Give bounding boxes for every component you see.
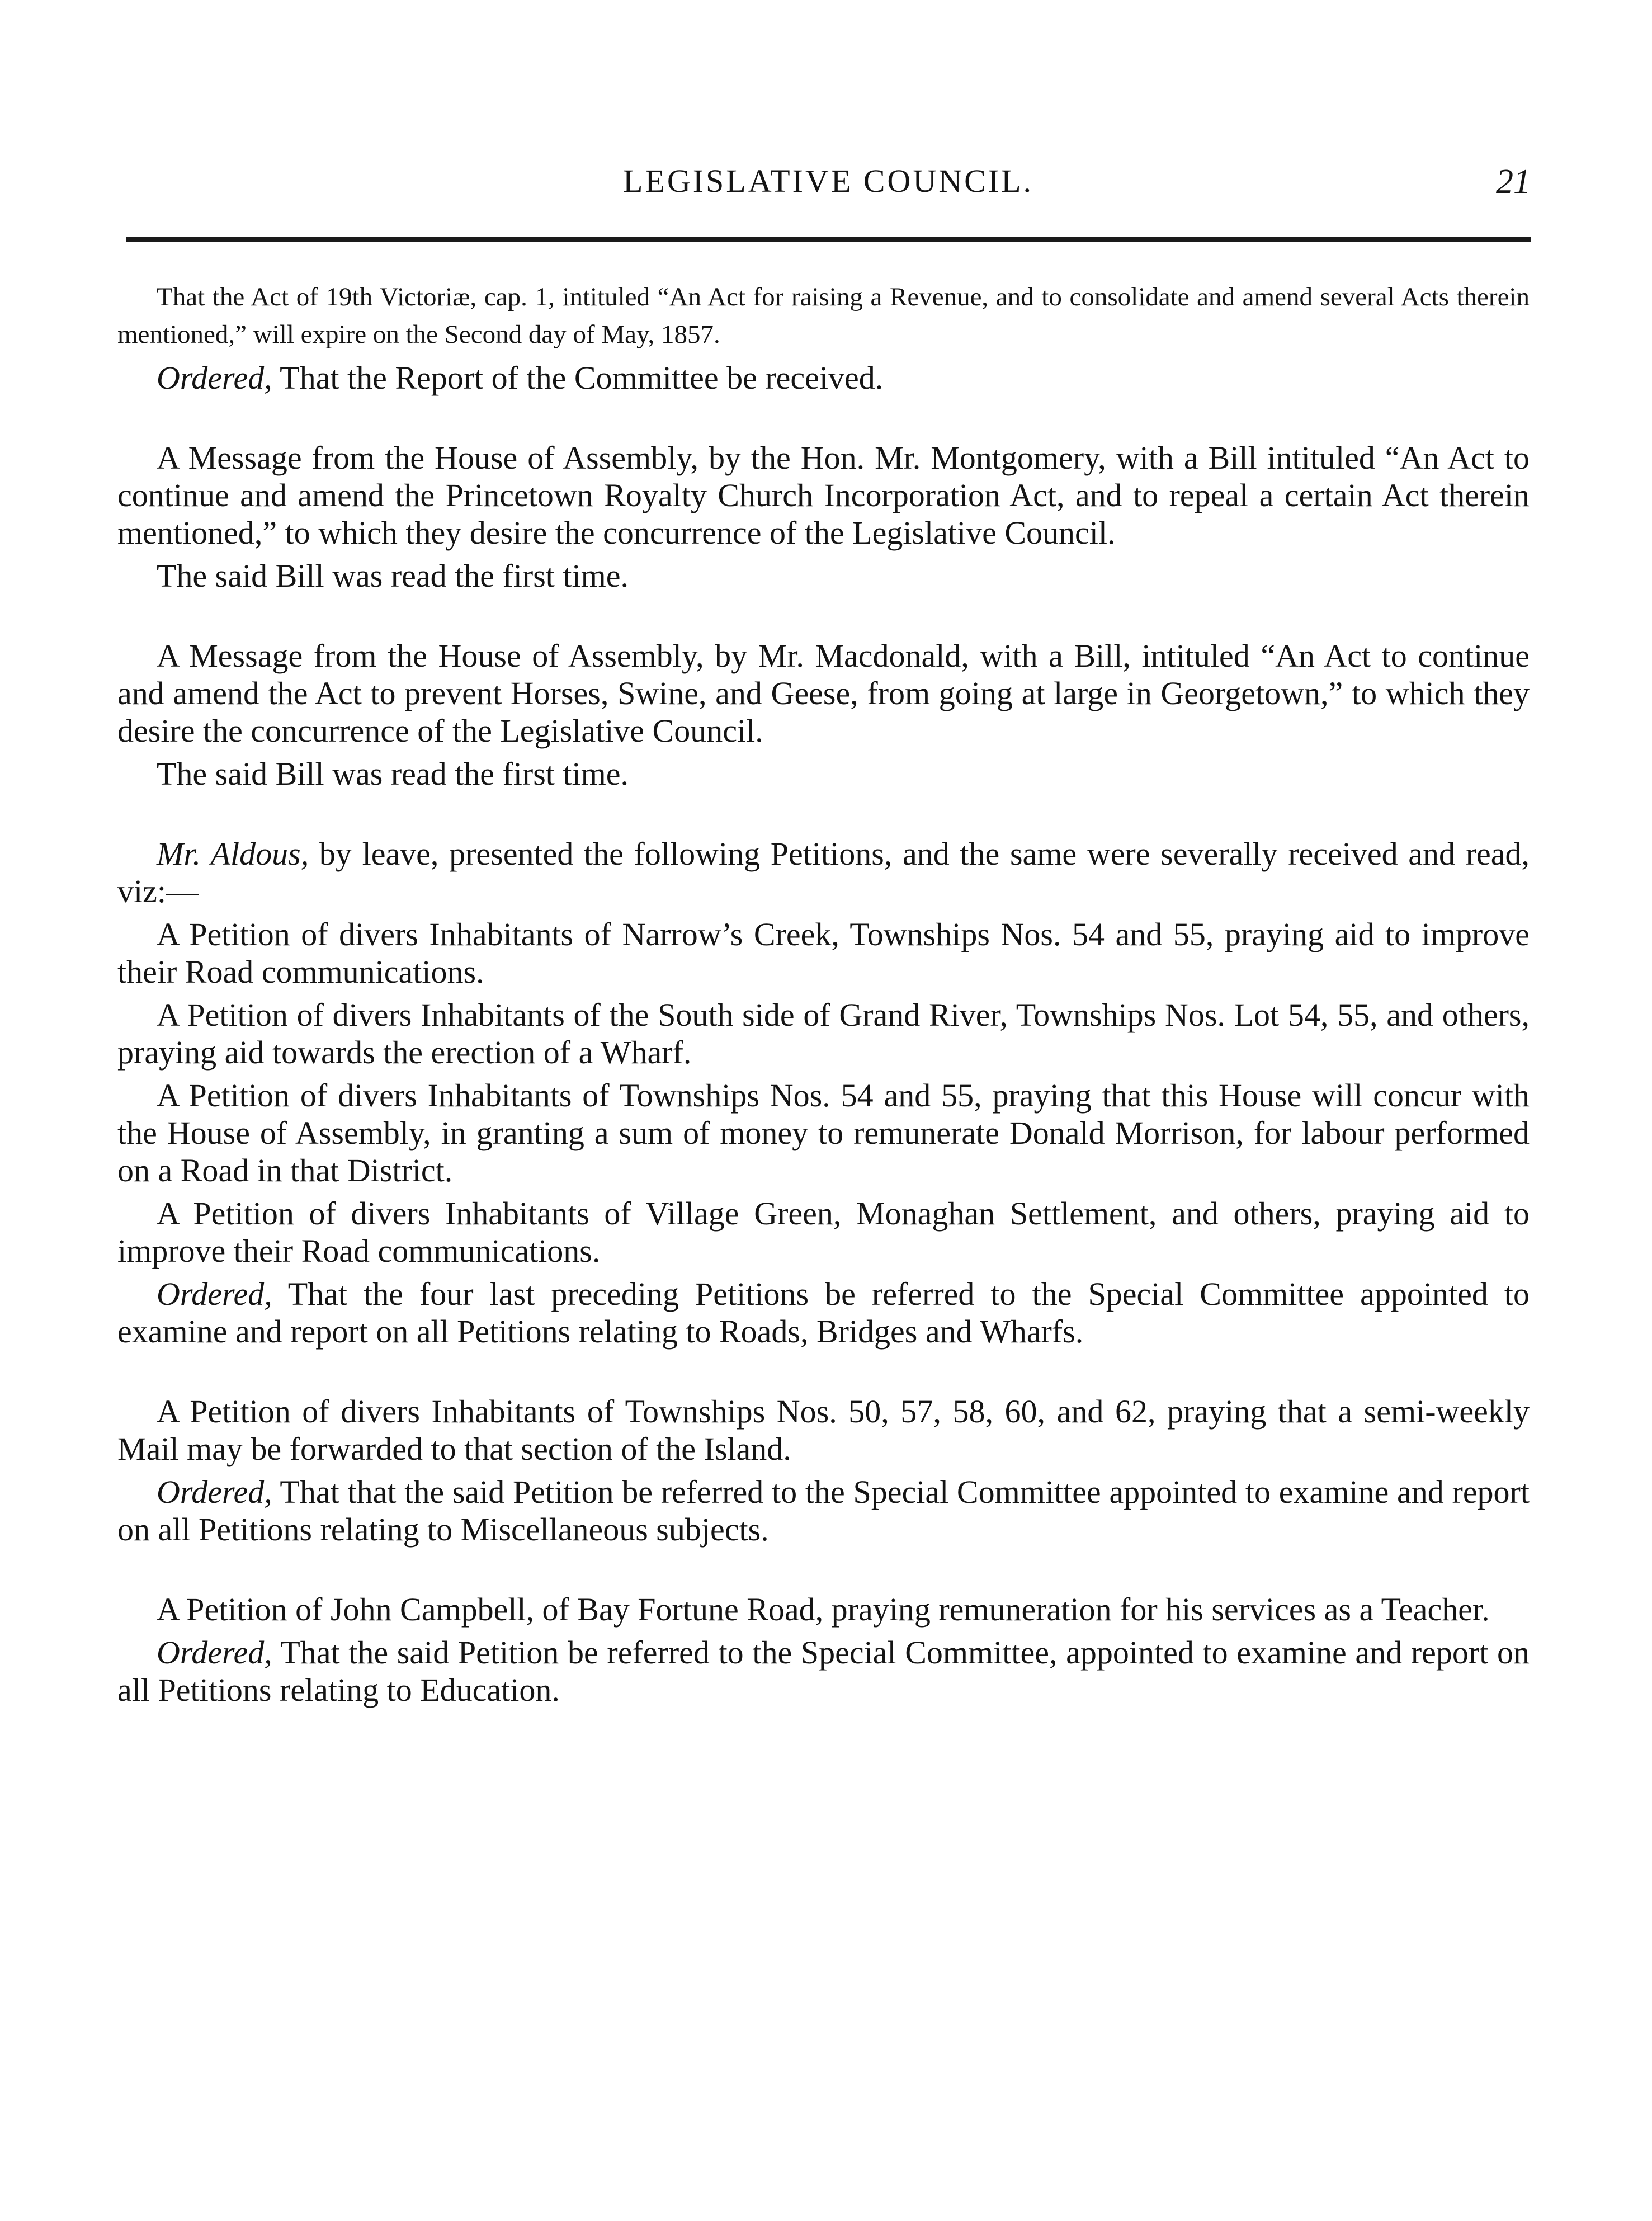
paragraph-text: A Petition of divers Inhabitants of the South side of Grand River, Townships Nos. Lot 54, 55, and others, praying aid towards the erection of a Wharf. bbox=[117, 997, 1530, 1071]
paragraph-lead: Mr. Aldous, bbox=[157, 836, 309, 872]
paragraph bbox=[117, 755, 1530, 793]
block-spacer bbox=[117, 600, 1530, 637]
paragraph bbox=[117, 916, 1530, 991]
paragraph-lead: Ordered, bbox=[157, 1276, 272, 1312]
paragraph-lead: Ordered, bbox=[157, 1634, 272, 1671]
paragraph bbox=[117, 996, 1530, 1071]
paragraph bbox=[117, 1591, 1530, 1628]
paragraph bbox=[117, 835, 1530, 910]
paragraph-text: The said Bill was read the first time. bbox=[157, 558, 629, 594]
paragraph bbox=[117, 279, 1530, 353]
header-rule bbox=[126, 237, 1531, 242]
paragraph bbox=[117, 637, 1530, 749]
paragraph-text: A Petition of divers Inhabitants of Village Green, Monaghan Settlement, and others, praying aid to improve their Road communications. bbox=[117, 1195, 1530, 1269]
paragraph-text: A Petition of divers Inhabitants of Townships Nos. 54 and 55, praying that this House will concur with the House of Assembly, in granting a sum of money to remunerate Donald Morrison, for labour performed on a Road in that District. bbox=[117, 1077, 1530, 1189]
paragraph bbox=[117, 1393, 1530, 1468]
paragraph-text: A Petition of divers Inhabitants of Townships Nos. 50, 57, 58, 60, and 62, praying that a semi-weekly Mail may be forwarded to that section of the Island. bbox=[117, 1393, 1530, 1467]
paragraph-lead: Ordered, bbox=[157, 1474, 272, 1510]
paragraph bbox=[117, 1473, 1530, 1548]
paragraph bbox=[117, 359, 1530, 397]
entry-petition-mail bbox=[117, 1393, 1530, 1548]
paragraph-lead: Ordered, bbox=[157, 360, 272, 396]
paragraph-text: The said Bill was read the first time. bbox=[157, 756, 629, 792]
paragraph-text: That the Report of the Committee be received. bbox=[272, 360, 884, 396]
page-number: 21 bbox=[1496, 163, 1531, 201]
journal-body bbox=[117, 279, 1530, 1714]
paragraph bbox=[117, 1077, 1530, 1189]
paragraph-text: A Message from the House of Assembly, by Mr. Macdonald, with a Bill, intituled “An Act to continue and amend the Act to prevent Horses, Swine, and Geese, from going at large in Georgetown,” to which they desire the concurrence of the Legislative Council. bbox=[117, 638, 1530, 749]
paragraph-text: That the Act of 19th Victoriæ, cap. 1, intituled “An Act for raising a Revenue, and to consolidate and amend several Acts therein mentioned,” will expire on the Second day of May, 1857. bbox=[117, 282, 1530, 349]
entry-message-montgomery bbox=[117, 439, 1530, 595]
block-spacer bbox=[117, 1356, 1530, 1393]
entry-petitions-aldous bbox=[117, 835, 1530, 1350]
block-spacer bbox=[117, 798, 1530, 835]
entry-petition-campbell bbox=[117, 1591, 1530, 1709]
paragraph-text: A Message from the House of Assembly, by the Hon. Mr. Montgomery, with a Bill intituled “An Act to continue and amend the Princetown Royalty Church Incorporation Act, and to repeal a certain Act therein mentioned,” to which they desire the concurrence of the Legislative Council. bbox=[117, 440, 1530, 551]
paragraph-text: A Petition of divers Inhabitants of Narrow’s Creek, Townships Nos. 54 and 55, praying aid to improve their Road communications. bbox=[117, 916, 1530, 990]
paragraph bbox=[117, 557, 1530, 595]
entry-report bbox=[117, 279, 1530, 397]
block-spacer bbox=[117, 1554, 1530, 1591]
paragraph bbox=[117, 1275, 1530, 1350]
paragraph-text: That the said Petition be referred to the Special Committee, appointed to examine and report on all Petitions relating to Education. bbox=[117, 1634, 1530, 1708]
paragraph-text: A Petition of John Campbell, of Bay Fortune Road, praying remuneration for his services as a Teacher. bbox=[157, 1591, 1490, 1628]
page-header bbox=[126, 162, 1531, 213]
block-spacer bbox=[117, 402, 1530, 439]
paragraph-text: That the four last preceding Petitions be referred to the Special Committee appointed to examine and report on all Petitions relating to Roads, Bridges and Wharfs. bbox=[117, 1276, 1530, 1350]
paragraph bbox=[117, 1195, 1530, 1270]
paragraph-text: That that the said Petition be referred to the Special Committee appointed to examine and report on all Petitions relating to Miscellaneous subjects. bbox=[117, 1474, 1530, 1548]
running-head: LEGISLATIVE COUNCIL. bbox=[622, 163, 1034, 199]
paragraph bbox=[117, 439, 1530, 551]
entry-message-macdonald bbox=[117, 637, 1530, 793]
paragraph-text: by leave, presented the following Petitions, and the same were severally received and read, viz:— bbox=[117, 836, 1530, 909]
paragraph bbox=[117, 1634, 1530, 1709]
